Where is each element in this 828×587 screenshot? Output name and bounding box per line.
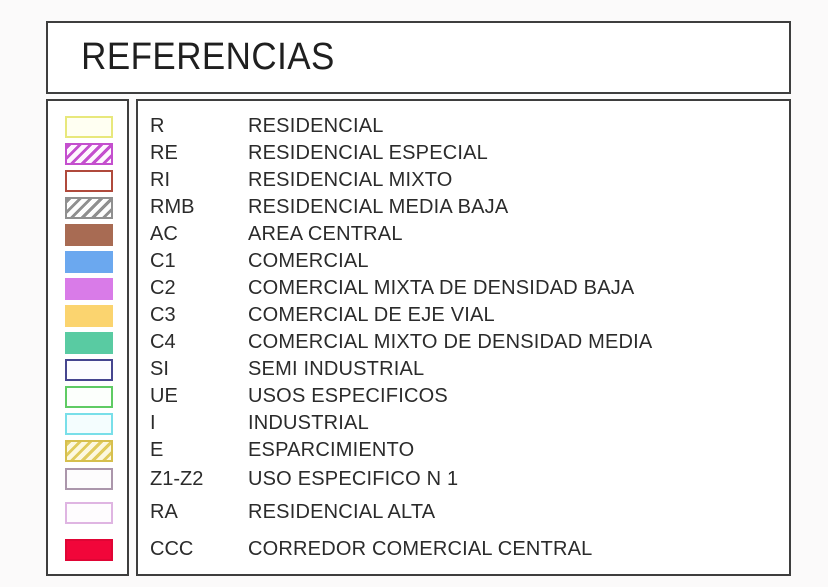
legend-code: CCC: [150, 538, 194, 560]
legend-label: RESIDENCIAL ALTA: [248, 501, 436, 523]
legend-swatch-row: [48, 140, 127, 167]
legend-row-rmb: [138, 194, 789, 221]
legend-swatch-ri: [65, 170, 113, 192]
legend-label: INDUSTRIAL: [248, 412, 369, 434]
legend-row-ra: [138, 494, 789, 531]
legend-label: COMERCIAL MIXTA DE DENSIDAD BAJA: [248, 277, 635, 299]
legend-code: UE: [150, 385, 178, 407]
legend-code: R: [150, 115, 165, 137]
legend-swatch-row: [48, 221, 127, 248]
legend-row-ri: [138, 167, 789, 194]
legend-row-ue: [138, 383, 789, 410]
legend-swatch-ccc: [65, 539, 113, 561]
legend-row-c3: [138, 302, 789, 329]
legend-code: RMB: [150, 196, 195, 218]
legend-swatch-row: [48, 356, 127, 383]
legend-swatch-row: [48, 329, 127, 356]
legend-swatch-c4: [65, 332, 113, 354]
legend-text-column: [136, 99, 791, 576]
legend-swatch-row: [48, 248, 127, 275]
legend-label: USO ESPECIFICO N 1: [248, 467, 459, 490]
legend-code: C2: [150, 277, 176, 299]
legend-row-c2: [138, 275, 789, 302]
legend-code: Z1-Z2: [150, 467, 204, 490]
legend-label: COMERCIAL MIXTO DE DENSIDAD MEDIA: [248, 331, 653, 353]
legend-label: COMERCIAL DE EJE VIAL: [248, 304, 495, 326]
legend-label: SEMI INDUSTRIAL: [248, 358, 425, 380]
legend-swatch-rmb: [65, 197, 113, 219]
legend-label: RESIDENCIAL ESPECIAL: [248, 142, 489, 164]
legend-code: SI: [150, 358, 169, 380]
legend-swatch-e: [65, 440, 113, 462]
legend-swatch-row: [48, 464, 127, 494]
legend-row-z1-z2: [138, 464, 789, 494]
legend-swatch-column: [46, 99, 129, 576]
legend-swatch-r: [65, 116, 113, 138]
legend-swatch-row: [48, 194, 127, 221]
legend-code: C4: [150, 331, 176, 353]
legend-swatch-row: [48, 531, 127, 568]
legend-code: I: [150, 412, 156, 434]
legend-label: RESIDENCIAL: [248, 115, 384, 137]
references-title-box: [46, 21, 791, 94]
legend-code: C3: [150, 304, 176, 326]
legend-row-c1: [138, 248, 789, 275]
legend-swatch-re: [65, 143, 113, 165]
legend-row-si: [138, 356, 789, 383]
legend-code: RE: [150, 142, 178, 164]
legend-swatch-row: [48, 437, 127, 464]
legend-code: RI: [150, 169, 170, 191]
legend-label: RESIDENCIAL MIXTO: [248, 169, 453, 191]
legend-swatch-row: [48, 275, 127, 302]
legend-swatch-z1-z2: [65, 468, 113, 490]
legend-swatch-ue: [65, 386, 113, 408]
legend-label: AREA CENTRAL: [248, 223, 403, 245]
legend-row-ac: [138, 221, 789, 248]
legend-row-re: [138, 140, 789, 167]
legend-label: CORREDOR COMERCIAL CENTRAL: [248, 538, 593, 560]
legend-swatch-row: [48, 167, 127, 194]
legend-swatch-c2: [65, 278, 113, 300]
legend-swatch-ra: [65, 502, 113, 524]
legend-swatch-ac: [65, 224, 113, 246]
legend-label: USOS ESPECIFICOS: [248, 385, 448, 407]
page-title: REFERENCIAS: [81, 36, 335, 78]
legend-row-r: [138, 113, 789, 140]
legend-swatch-c3: [65, 305, 113, 327]
legend-row-c4: [138, 329, 789, 356]
legend-code: E: [150, 439, 164, 461]
legend-swatch-row: [48, 410, 127, 437]
legend-label: ESPARCIMIENTO: [248, 439, 415, 461]
legend-swatch-c1: [65, 251, 113, 273]
legend-label: COMERCIAL: [248, 250, 369, 272]
legend-row-e: [138, 437, 789, 464]
legend-swatch-row: [48, 113, 127, 140]
legend-row-ccc: [138, 531, 789, 568]
legend-row-i: [138, 410, 789, 437]
legend-swatch-i: [65, 413, 113, 435]
legend-swatch-row: [48, 302, 127, 329]
legend-label: RESIDENCIAL MEDIA BAJA: [248, 196, 509, 218]
legend-swatch-row: [48, 383, 127, 410]
legend-code: AC: [150, 223, 178, 245]
legend-swatch-si: [65, 359, 113, 381]
legend-code: RA: [150, 501, 178, 523]
legend-code: C1: [150, 250, 176, 272]
legend-swatch-row: [48, 494, 127, 531]
